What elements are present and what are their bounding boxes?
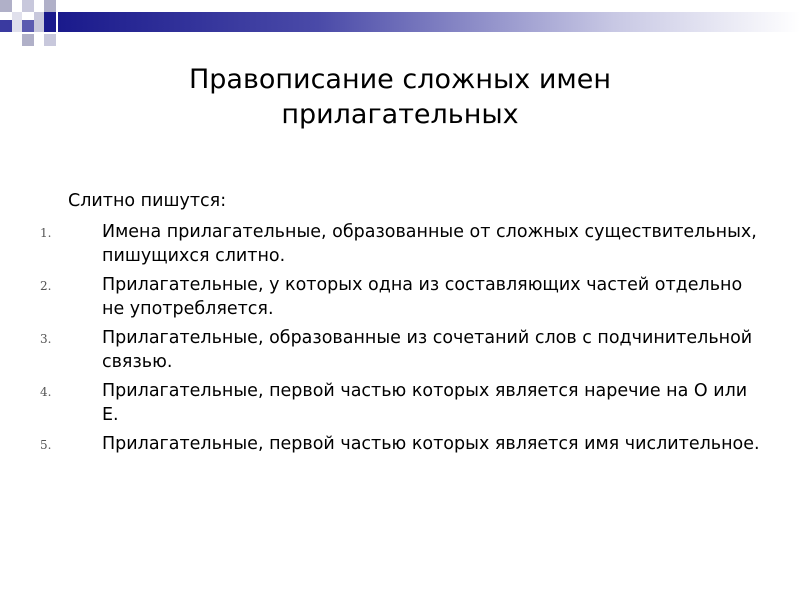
list-item	[40, 326, 760, 374]
header-square-10	[44, 34, 56, 46]
header-square-7	[22, 20, 34, 32]
rules-list	[40, 220, 760, 461]
list-item-number: 3.	[40, 332, 52, 346]
list-item-number: 4.	[40, 385, 52, 399]
header-square-6	[0, 20, 12, 32]
header-square-4	[12, 12, 22, 32]
header-square-8	[44, 12, 56, 32]
list-item-text: Прилагательные, у которых одна из составляющих частей отдельно не употребляется.	[102, 275, 743, 319]
list-item-text: Прилагательные, первой частью которых является наречие на О или Е.	[102, 381, 748, 425]
list-item-text: Имена прилагательные, образованные от сложных существительных, пишущихся слитно.	[102, 222, 757, 266]
header-square-9	[22, 34, 34, 46]
list-item	[40, 432, 760, 456]
slide-title	[0, 62, 800, 132]
list-item	[40, 220, 760, 268]
header-square-3	[44, 0, 56, 12]
list-item-number: 1.	[40, 226, 52, 240]
list-intro: Слитно пишутся:	[68, 191, 227, 211]
list-item	[40, 273, 760, 321]
list-item-number: 2.	[40, 279, 52, 293]
list-item-text: Прилагательные, образованные из сочетаний слов с подчинительной связью.	[102, 328, 753, 372]
header-square-2	[22, 0, 34, 12]
header-square-5	[34, 12, 44, 32]
list-item	[40, 379, 760, 427]
header-decoration	[0, 0, 800, 48]
header-gradient-band	[58, 12, 800, 32]
list-item-number: 5.	[40, 438, 52, 452]
slide-title-line-1: Правописание сложных имен	[188, 64, 612, 95]
header-square-1	[0, 0, 12, 12]
list-item-text: Прилагательные, первой частью которых является имя числительное.	[102, 434, 760, 454]
slide-title-line-2: прилагательных	[281, 99, 519, 130]
